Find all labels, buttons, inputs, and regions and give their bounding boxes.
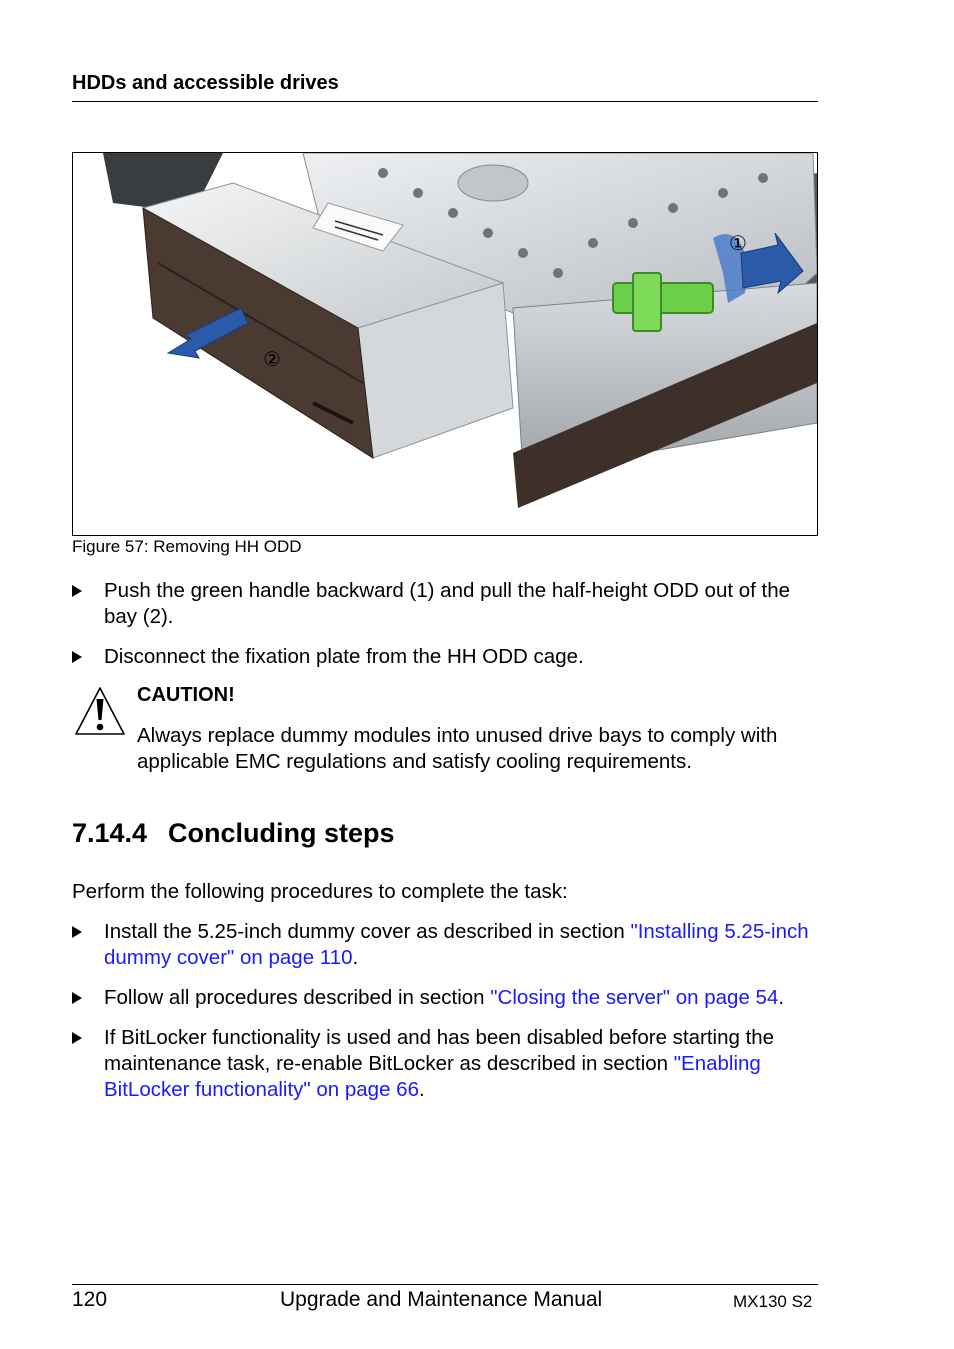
step-text-end: . [418, 1078, 425, 1101]
figure-caption: Figure 57: Removing HH ODD [72, 537, 302, 556]
step-item [72, 985, 818, 1011]
callout-2: ② [263, 347, 281, 371]
bullet-arrow-icon [72, 926, 82, 938]
bullet-arrow-icon [72, 1032, 82, 1044]
header-rule [72, 101, 818, 102]
cross-reference-link[interactable]: "Enabling BitLocker functionality" on page 66 [104, 1052, 761, 1101]
cross-reference-link[interactable]: "Installing 5.25-inch dummy cover" on page 110 [104, 920, 809, 969]
page-number: 120 [72, 1288, 108, 1311]
step-text: If BitLocker functionality is used and has been disabled before starting the maintenance task, re-enable BitLocker as described in section [104, 1026, 775, 1075]
step-text-end: . [352, 946, 359, 969]
step-text: Push the green handle backward (1) and pull the half-height ODD out of the bay (2). [104, 579, 791, 628]
callout-1: ① [729, 231, 747, 255]
running-header: HDDs and accessible drives [72, 72, 339, 94]
bullet-arrow-icon [72, 992, 82, 1004]
section-title: Concluding steps [168, 818, 395, 848]
section-heading [72, 818, 395, 849]
step-item [72, 919, 818, 971]
model-name: MX130 S2 [733, 1292, 813, 1311]
manual-title: Upgrade and Maintenance Manual [280, 1288, 603, 1311]
bullet-arrow-icon [72, 651, 82, 663]
caution-icon [74, 685, 126, 737]
section-intro: Perform the following procedures to complete the task: [72, 880, 568, 903]
server-illustration [73, 153, 817, 535]
figure-removing-hh-odd [72, 152, 818, 536]
step-text-end: . [778, 986, 785, 1009]
step-item [72, 1025, 818, 1103]
footer-rule [72, 1284, 818, 1285]
section-number: 7.14.4 [72, 818, 148, 848]
step-text: Install the 5.25-inch dummy cover as described in section [104, 920, 631, 943]
bullet-arrow-icon [72, 585, 82, 597]
step-item [72, 578, 818, 630]
caution-text: Always replace dummy modules into unused drive bays to comply with applicable EMC regulations and satisfy cooling requirements. [137, 724, 778, 773]
caution-title: CAUTION! [137, 684, 235, 706]
step-text: Follow all procedures described in section [104, 986, 491, 1009]
step-item [72, 644, 818, 670]
step-text: Disconnect the fixation plate from the HH ODD cage. [104, 645, 584, 668]
cross-reference-link[interactable]: "Closing the server" on page 54 [490, 986, 779, 1009]
